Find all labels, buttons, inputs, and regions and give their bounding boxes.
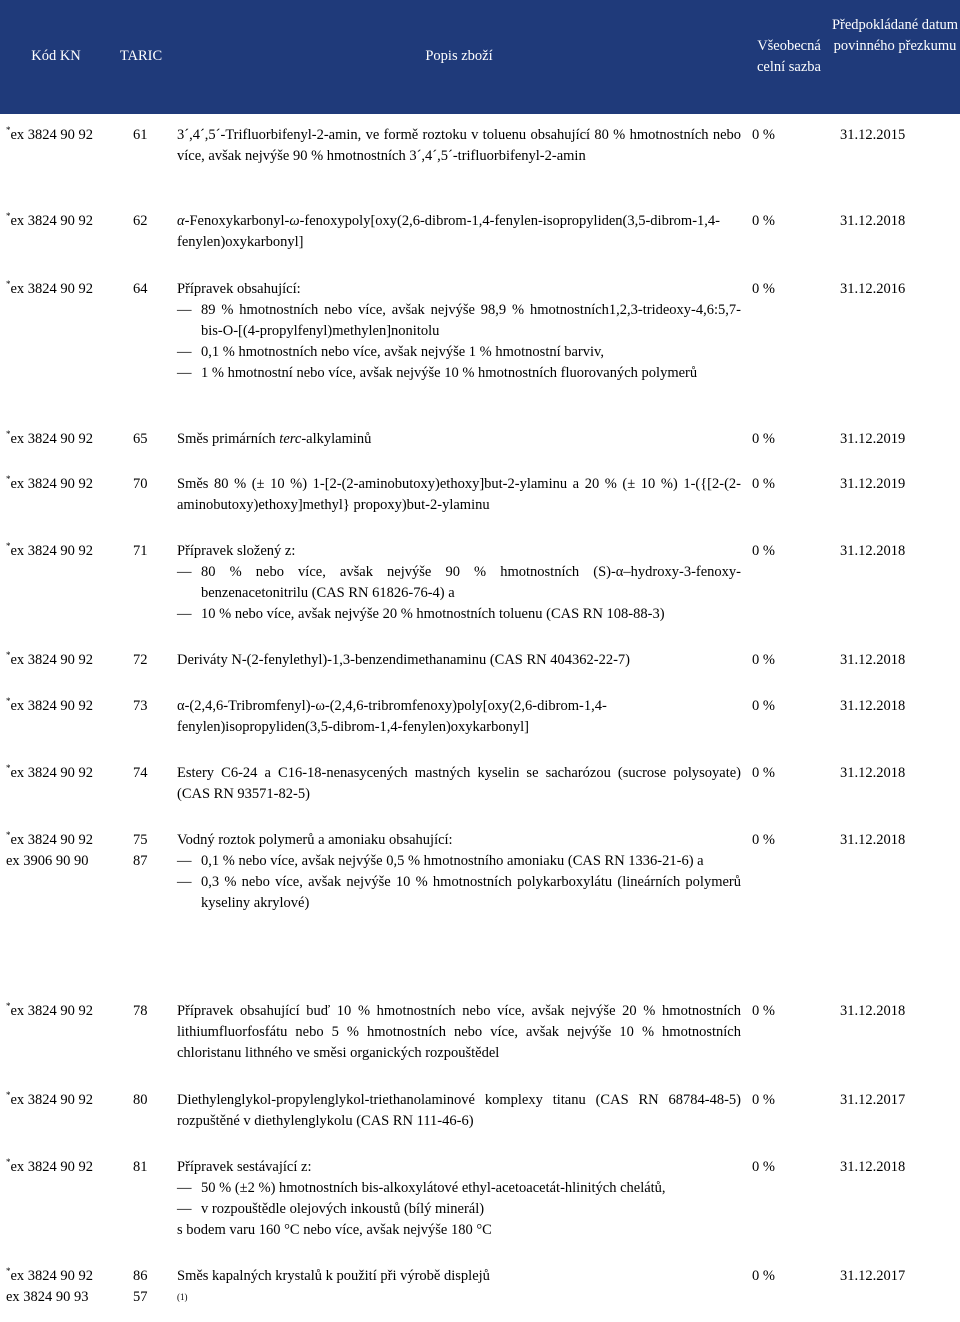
kn-code-value: ex 3824 90 92 xyxy=(10,1268,94,1284)
kn-code-value: ex 3906 90 90 xyxy=(6,853,89,869)
asterisk-mark: * xyxy=(6,1157,11,1167)
header-popis-zbozi: Popis zboží xyxy=(425,48,493,64)
asterisk-mark: * xyxy=(6,474,11,484)
goods-description: 3´,4´,5´-Trifluorbifenyl-2-amin, ve formě roztoku v toluenu obsahující 80 % hmotnostních nebo více, avšak nejvýše 90 % hmotnostních 3´,4´,5´-trifluorbifenyl-2-amin xyxy=(177,127,741,164)
duty-rate: 0 % xyxy=(752,698,775,714)
kn-code-value: ex 3824 90 92 xyxy=(10,832,94,848)
description-intro: Přípravek obsahující: xyxy=(177,281,301,297)
taric-code: 78 xyxy=(133,1003,148,1019)
kn-code-value: ex 3824 90 92 xyxy=(10,281,94,297)
kn-code xyxy=(6,763,116,784)
dash-mark: — xyxy=(177,606,192,622)
duty-rate: 0 % xyxy=(752,281,775,297)
goods-description: Směs primárních terc-alkylaminů xyxy=(177,431,372,447)
kn-code-value: ex 3824 90 92 xyxy=(10,431,94,447)
description-item-text: 0,1 % nebo více, avšak nejvýše 0,5 % hmotnostního amoniaku (CAS RN 1336-21-6) a xyxy=(201,853,704,869)
kn-code xyxy=(6,474,116,495)
kn-code xyxy=(6,1266,116,1308)
description-item xyxy=(177,604,741,625)
header-celni-sazba: Všeobecná celní sazba xyxy=(756,38,821,75)
description-item xyxy=(177,1199,741,1220)
goods-description xyxy=(177,279,741,384)
asterisk-mark: * xyxy=(6,763,11,773)
description-item-text: 10 % nebo více, avšak nejvýše 20 % hmotnostních toluenu (CAS RN 108-88-3) xyxy=(201,606,665,622)
kn-code-value: ex 3824 90 92 xyxy=(10,476,94,492)
header-taric: TARIC xyxy=(119,48,163,64)
description-item xyxy=(177,300,741,342)
review-date: 31.12.2018 xyxy=(840,543,906,559)
taric-code-value: 75 xyxy=(133,832,148,848)
taric-code: 74 xyxy=(133,765,148,781)
duty-rate: 0 % xyxy=(752,476,775,492)
taric-code: 70 xyxy=(133,476,148,492)
duty-rate: 0 % xyxy=(752,765,775,781)
description-intro: Směs kapalných krystalů k použití při výrobě displejů xyxy=(177,1268,490,1284)
kn-code xyxy=(6,429,116,450)
kn-code-value: ex 3824 90 92 xyxy=(10,1003,94,1019)
dash-mark: — xyxy=(177,1180,192,1196)
description-item-text: 0,1 % hmotnostních nebo více, avšak nejvýše 1 % hmotnostní barviv, xyxy=(201,344,604,360)
asterisk-mark: * xyxy=(6,211,11,221)
kn-code xyxy=(6,279,116,300)
description-item xyxy=(177,872,741,914)
goods-description xyxy=(177,541,741,625)
description-item-text: 89 % hmotnostních nebo více, avšak nejvýše 98,9 % hmotnostních1,2,3-trideoxy-4,6:5,7-bis-O-[(4-propylfenyl)methylen]nonitolu xyxy=(201,302,741,339)
goods-description: Deriváty N-(2-fenylethyl)-1,3-benzendimethanaminu (CAS RN 404362-22-7) xyxy=(177,652,631,668)
asterisk-mark: * xyxy=(6,1001,11,1011)
kn-code xyxy=(6,1157,116,1178)
taric-code xyxy=(133,1266,163,1308)
description-item-text: 0,3 % nebo více, avšak nejvýše 10 % hmotnostních polykarboxylátu (lineárních polymerů kyseliny akrylové) xyxy=(201,874,741,911)
description-item xyxy=(177,1178,741,1199)
description-item-text: 80 % nebo více, avšak nejvýše 90 % hmotnostních (S)-α–hydroxy-3-fenoxy-benzenacetonitrilu (CAS RN 61826-76-4) a xyxy=(201,564,741,601)
dash-mark: — xyxy=(177,564,192,580)
duty-rate: 0 % xyxy=(752,213,775,229)
kn-code xyxy=(6,1001,116,1022)
asterisk-mark: * xyxy=(6,830,11,840)
goods-description xyxy=(177,1266,741,1308)
kn-code xyxy=(6,541,116,562)
description-intro: Přípravek sestávající z: xyxy=(177,1159,312,1175)
goods-description xyxy=(177,1157,741,1241)
kn-code-value: ex 3824 90 92 xyxy=(10,543,94,559)
duty-rate: 0 % xyxy=(752,1268,775,1284)
kn-code-value: ex 3824 90 92 xyxy=(10,652,94,668)
review-date: 31.12.2019 xyxy=(840,476,906,492)
duty-rate: 0 % xyxy=(752,543,775,559)
goods-description: α-Fenoxykarbonyl-ω-fenoxypoly[oxy(2,6-dibrom-1,4-fenylen-isopropyliden(3,5-dibrom-1,4-fenylen)oxykarbonyl] xyxy=(177,213,720,250)
taric-code: 72 xyxy=(133,652,148,668)
kn-code-value: ex 3824 90 92 xyxy=(10,213,94,229)
taric-code: 71 xyxy=(133,543,148,559)
review-date: 31.12.2016 xyxy=(840,281,906,297)
review-date: 31.12.2018 xyxy=(840,1003,906,1019)
kn-code xyxy=(6,1090,116,1111)
asterisk-mark: * xyxy=(6,541,11,551)
kn-code-value: ex 3824 90 92 xyxy=(10,765,94,781)
asterisk-mark: * xyxy=(6,1266,11,1276)
kn-code xyxy=(6,125,116,146)
kn-code xyxy=(6,211,116,232)
taric-code: 81 xyxy=(133,1159,148,1175)
asterisk-mark: * xyxy=(6,650,11,660)
review-date: 31.12.2018 xyxy=(840,652,906,668)
duty-rate: 0 % xyxy=(752,832,775,848)
asterisk-mark: * xyxy=(6,429,11,439)
header-datum-prezkumu: Předpokládané datum povinného přezkumu xyxy=(831,17,959,54)
goods-description: Směs 80 % (± 10 %) 1-[2-(2-aminobutoxy)ethoxy]but-2-ylaminu a 20 % (± 10 %) 1-({[2-(2-aminobutoxy)ethoxy]methyl} propoxy)but-2-ylaminu xyxy=(177,476,741,513)
dash-mark: — xyxy=(177,365,192,381)
taric-code-value: 87 xyxy=(133,853,148,869)
review-date: 31.12.2018 xyxy=(840,765,906,781)
footnote-reference: (1) xyxy=(177,1292,188,1302)
asterisk-mark: * xyxy=(6,125,11,135)
asterisk-mark: * xyxy=(6,1090,11,1100)
taric-code-value: 86 xyxy=(133,1268,148,1284)
goods-description: Estery C6-24 a C16-18-nenasycených mastných kyselin se sacharózou (sucrose polysoyate) (CAS RN 93571-82-5) xyxy=(177,765,741,802)
goods-description: Diethylenglykol-propylenglykol-triethanolaminové komplexy titanu (CAS RN 68784-48-5) rozpuštěné v diethylenglykolu (CAS RN 111-46-6) xyxy=(177,1092,741,1129)
review-date: 31.12.2018 xyxy=(840,213,906,229)
review-date: 31.12.2015 xyxy=(840,127,906,143)
dash-mark: — xyxy=(177,853,192,869)
dash-mark: — xyxy=(177,1201,192,1217)
dash-mark: — xyxy=(177,874,192,890)
description-item-text: v rozpouštědle olejových inkoustů (bílý minerál) xyxy=(201,1201,485,1217)
kn-code-value: ex 3824 90 93 xyxy=(6,1289,89,1305)
goods-description: Přípravek obsahující buď 10 % hmotnostních nebo více, avšak nejvýše 20 % hmotnostních lithiumfluorfosfátu nebo 5 % hmotnostních nebo více, avšak nejvýše 10 % hmotnostních chloristanu lithného ve směsi organických rozpouštědel xyxy=(177,1003,741,1061)
taric-code xyxy=(133,830,163,872)
kn-code xyxy=(6,830,116,872)
dash-mark: — xyxy=(177,302,192,318)
taric-code: 65 xyxy=(133,431,148,447)
description-item xyxy=(177,342,741,363)
description-item-text: 50 % (±2 %) hmotnostních bis-alkoxylátové ethyl-acetoacetát-hlinitých chelátů, xyxy=(201,1180,666,1196)
duty-rate: 0 % xyxy=(752,1159,775,1175)
review-date: 31.12.2018 xyxy=(840,832,906,848)
description-intro: Vodný roztok polymerů a amoniaku obsahující: xyxy=(177,832,453,848)
kn-code-value: ex 3824 90 92 xyxy=(10,1092,94,1108)
asterisk-mark: * xyxy=(6,279,11,289)
duty-rate: 0 % xyxy=(752,1003,775,1019)
review-date: 31.12.2018 xyxy=(840,698,906,714)
duty-rate: 0 % xyxy=(752,652,775,668)
asterisk-mark: * xyxy=(6,696,11,706)
kn-code-value: ex 3824 90 92 xyxy=(10,127,94,143)
description-item xyxy=(177,851,741,872)
description-intro: Přípravek složený z: xyxy=(177,543,296,559)
review-date: 31.12.2018 xyxy=(840,1159,906,1175)
taric-code: 62 xyxy=(133,213,148,229)
kn-code-value: ex 3824 90 92 xyxy=(10,1159,94,1175)
taric-code-value: 57 xyxy=(133,1289,148,1305)
taric-code: 73 xyxy=(133,698,148,714)
goods-description: α-(2,4,6-Tribromfenyl)-ω-(2,4,6-tribromfenoxy)poly[oxy(2,6-dibrom-1,4-fenylen)isopropyliden(3,5-dibrom-1,4-fenylen)oxykarbonyl] xyxy=(177,698,607,735)
kn-code-value: ex 3824 90 92 xyxy=(10,698,94,714)
description-note: s bodem varu 160 °C nebo více, avšak nejvýše 180 °C xyxy=(177,1222,492,1238)
kn-code xyxy=(6,650,116,671)
table-header xyxy=(0,0,960,114)
taric-code: 80 xyxy=(133,1092,148,1108)
description-item xyxy=(177,562,741,604)
duty-rate: 0 % xyxy=(752,127,775,143)
header-kod-kn: Kód KN xyxy=(31,48,81,64)
goods-description xyxy=(177,830,741,914)
taric-code: 61 xyxy=(133,127,148,143)
review-date: 31.12.2017 xyxy=(840,1092,906,1108)
taric-code: 64 xyxy=(133,281,148,297)
duty-rate: 0 % xyxy=(752,431,775,447)
kn-code xyxy=(6,696,116,717)
duty-rate: 0 % xyxy=(752,1092,775,1108)
description-item xyxy=(177,363,741,384)
review-date: 31.12.2019 xyxy=(840,431,906,447)
description-item-text: 1 % hmotnostní nebo více, avšak nejvýše 10 % hmotnostních fluorovaných polymerů xyxy=(201,365,698,381)
dash-mark: — xyxy=(177,344,192,360)
review-date: 31.12.2017 xyxy=(840,1268,906,1284)
